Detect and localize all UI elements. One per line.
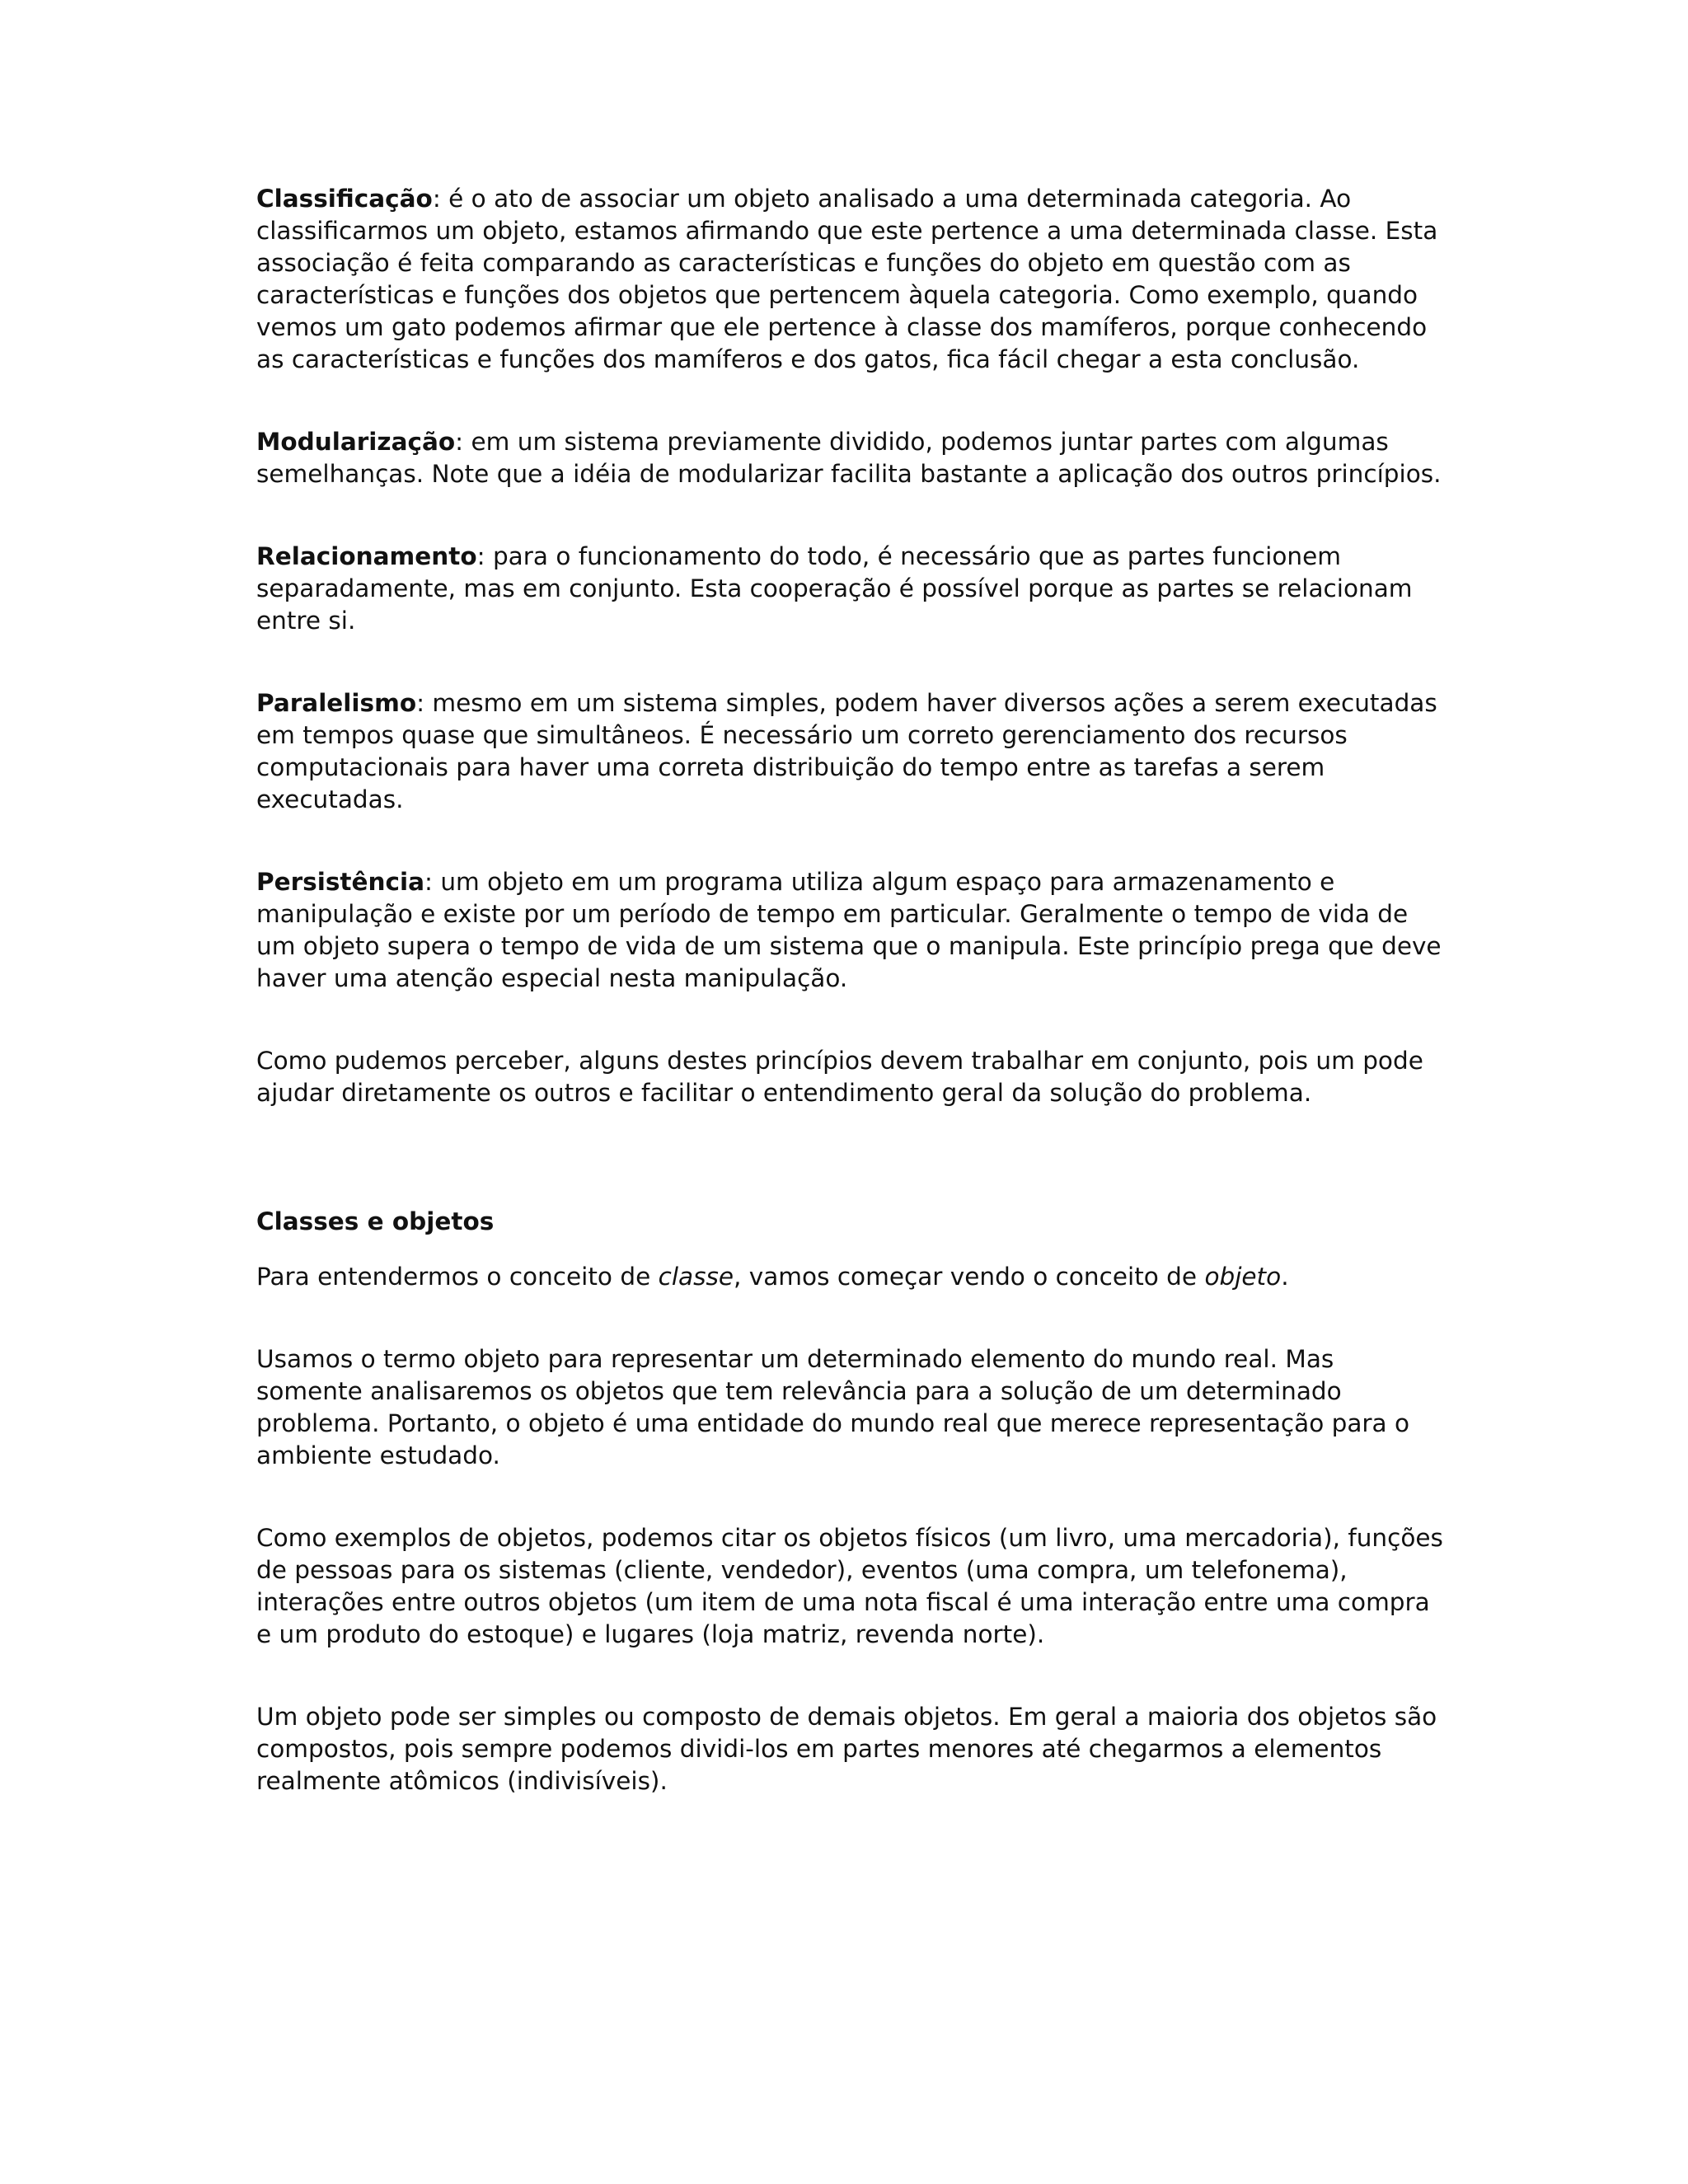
paragraph-modularizacao — [256, 426, 1443, 490]
paragraph-relacionamento — [256, 541, 1443, 637]
text-relacionamento: : para o funcionamento do todo, é necessário que as partes funcionem separadamente, mas em conjunto. Esta cooperação é possível porque as partes se relacionam entre si. — [256, 542, 1413, 635]
intro-classe: classe — [658, 1263, 734, 1291]
paragraph-objeto-exemplos: Como exemplos de objetos, podemos citar os objetos físicos (um livro, uma mercadoria), funções de pessoas para os sistemas (cliente, vendedor), eventos (uma compra, um telefonema), interações entre outros objetos (um item de uma nota fiscal é uma interação entre uma compra e um produto do estoque) e lugares (loja matriz, revenda norte). — [256, 1524, 1443, 1648]
text-paralelismo: : mesmo em um sistema simples, podem haver diversos ações a serem executadas em tempos quase que simultâneos. É necessário um correto gerenciamento dos recursos computacionais para haver uma correta distribuição do tempo entre as tarefas a serem executadas. — [256, 689, 1437, 813]
paragraph-conclusao: Como pudemos perceber, alguns destes princípios devem trabalhar em conjunto, pois um pode ajudar diretamente os outros e facilitar o entendimento geral da solução do problema. — [256, 1047, 1423, 1107]
text-classificacao: : é o ato de associar um objeto analisado a uma determinada categoria. Ao classificarmos um objeto, estamos afirmando que este pertence a uma determinada classe. Esta associação é feita comparando as características e funções do objeto em questão com as características e funções dos objetos que pertencem àquela categoria. Como exemplo, quando vemos um gato podemos afirmar que ele pertence à classe dos mamíferos, porque conhecendo as características e funções dos mamíferos e dos gatos, fica fácil chegar a esta conclusão. — [256, 185, 1438, 373]
term-classificacao: Classificação — [256, 185, 433, 213]
intro-part2: , vamos começar vendo o conceito de — [734, 1263, 1205, 1291]
paragraph-paralelismo — [256, 687, 1443, 816]
text-persistencia: : um objeto em um programa utiliza algum espaço para armazenamento e manipulação e existe por um período de tempo em particular. Geralmente o tempo de vida de um objeto supera o tempo de vida de um sistema que o manipula. Este princípio prega que deve haver uma atenção especial nesta manipulação. — [256, 868, 1442, 992]
text-modularizacao: : em um sistema previamente dividido, podemos juntar partes com algumas semelhanças. Note que a idéia de modularizar facilita bastante a aplicação dos outros princípios. — [256, 428, 1442, 488]
section-heading — [256, 1206, 1443, 1238]
term-relacionamento: Relacionamento — [256, 542, 477, 570]
term-paralelismo: Paralelismo — [256, 689, 417, 717]
paragraph-classificacao — [256, 183, 1443, 376]
heading-classes-objetos: Classes e objetos — [256, 1207, 495, 1235]
term-modularizacao: Modularização — [256, 428, 456, 456]
intro-objeto: objeto — [1204, 1263, 1282, 1291]
term-persistencia: Persistência — [256, 868, 425, 896]
paragraph-persistencia — [256, 866, 1443, 995]
intro-part3: . — [1281, 1263, 1289, 1291]
paragraph-objeto-composicao: Um objeto pode ser simples ou composto de demais objetos. Em geral a maioria dos objetos são compostos, pois sempre podemos dividi-los em partes menores até chegarmos a elementos realmente atômicos (indivisíveis). — [256, 1703, 1437, 1795]
document-body — [256, 183, 1443, 1797]
paragraph-intro — [256, 1261, 1443, 1293]
paragraph-objeto-definicao: Usamos o termo objeto para representar um determinado elemento do mundo real. Mas somente analisaremos os objetos que tem relevância para a solução de um determinado problema. Portanto, o objeto é uma entidade do mundo real que merece representação para o ambiente estudado. — [256, 1345, 1410, 1469]
intro-part1: Para entendermos o conceito de — [256, 1263, 659, 1291]
